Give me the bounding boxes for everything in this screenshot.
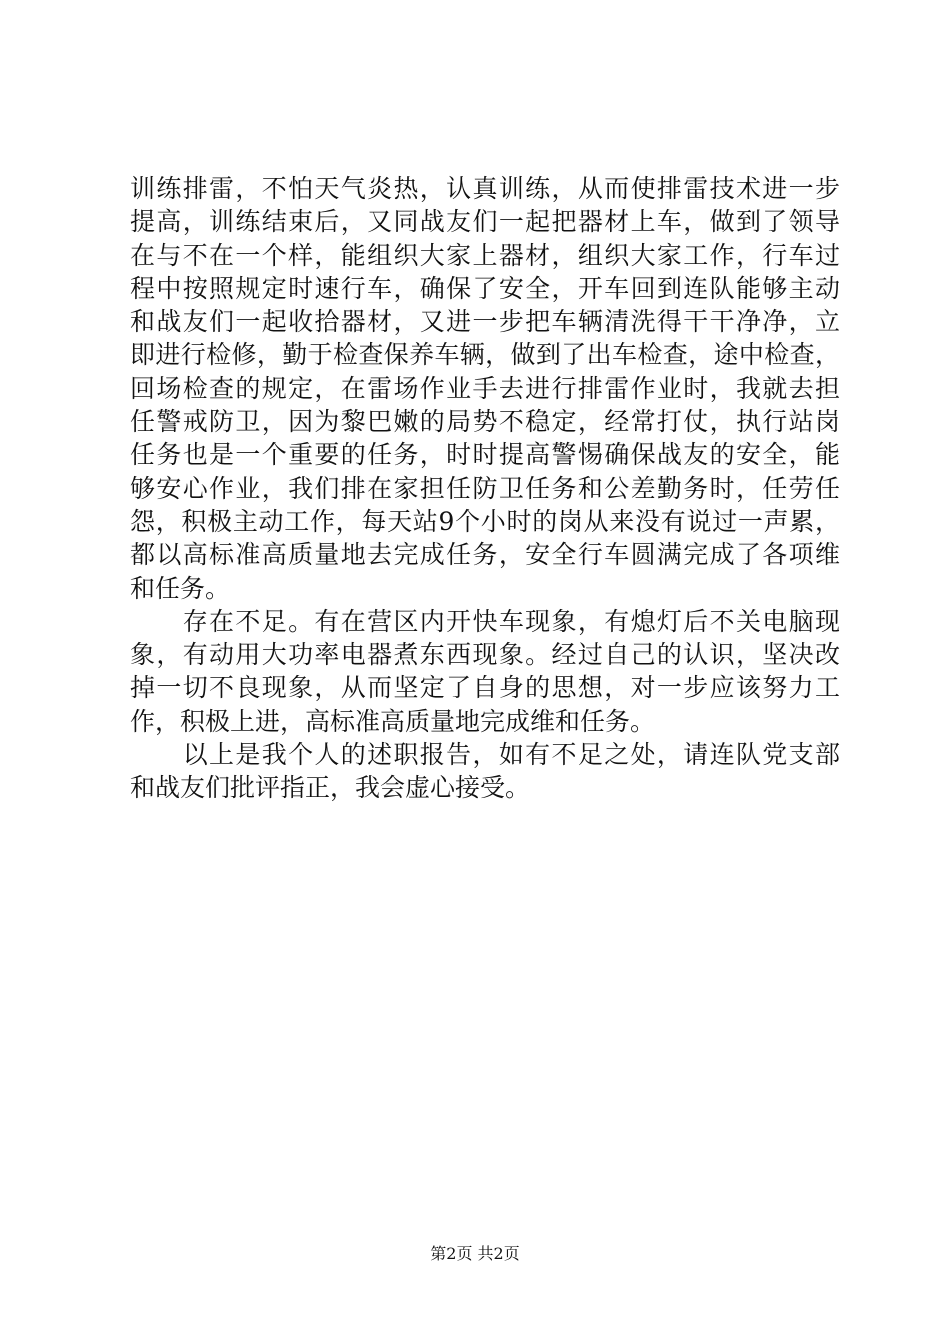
text-line: 即进行检修，勤于检查保养车辆，做到了出车检查，途中检查， <box>130 340 840 370</box>
text-line: 以上是我个人的述职报告，如有不足之处，请连队党支部 <box>130 740 840 770</box>
text-line: 和战友们一起收拾器材，又进一步把车辆清洗得干干净净，立 <box>130 307 840 337</box>
page-footer: 第2页 共2页 <box>430 1244 520 1263</box>
text-line: 回场检查的规定，在雷场作业手去进行排雷作业时，我就去担 <box>130 373 840 403</box>
text-line: 作，积极上进，高标准高质量地完成维和任务。 <box>130 706 656 736</box>
text-line: 和战友们批评指正，我会虚心接受。 <box>130 773 531 803</box>
body-text <box>130 172 840 805</box>
text-line: 怨，积极主动工作，每天站9个小时的岗从来没有说过一声累， <box>130 506 840 536</box>
text-line: 提高，训练结束后，又同战友们一起把器材上车，做到了领导 <box>130 207 840 237</box>
text-line: 训练排雷，不怕天气炎热，认真训练，从而使排雷技术进一步 <box>130 174 840 203</box>
text-line: 存在不足。有在营区内开快车现象，有熄灯后不关电脑现 <box>130 606 840 636</box>
text-line: 任警戒防卫，因为黎巴嫩的局势不稳定，经常打仗，执行站岗 <box>130 407 840 437</box>
text-line: 和任务。 <box>130 573 231 603</box>
text-line: 掉一切不良现象，从而坚定了自身的思想，对一步应该努力工 <box>130 673 840 703</box>
text-line: 够安心作业，我们排在家担任防卫任务和公差勤务时，任劳任 <box>130 473 840 503</box>
text-line: 程中按照规定时速行车，确保了安全，开车回到连队能够主动 <box>130 273 840 303</box>
text-line: 任务也是一个重要的任务，时时提高警惕确保战友的安全，能 <box>130 440 840 470</box>
text-line: 都以高标准高质量地去完成任务，安全行车圆满完成了各项维 <box>130 540 840 570</box>
text-line: 在与不在一个样，能组织大家上器材，组织大家工作，行车过 <box>130 240 840 270</box>
text-line: 象，有动用大功率电器煮东西现象。经过自己的认识，坚决改 <box>130 640 840 670</box>
